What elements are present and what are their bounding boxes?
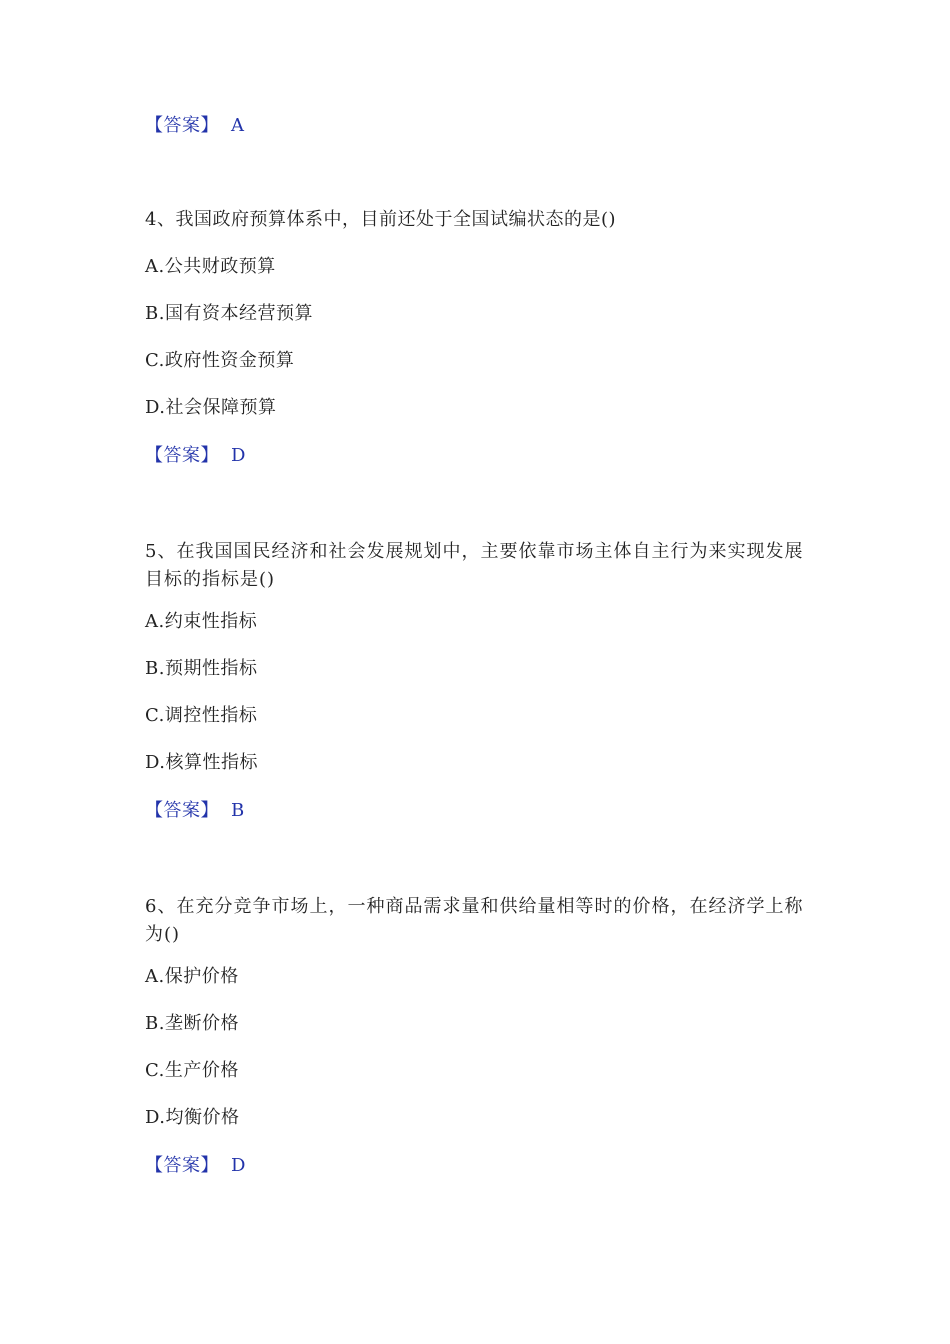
q5-option-a: A.约束性指标 bbox=[145, 611, 258, 632]
question-5-text: 5、在我国国民经济和社会发展规划中，主要依靠市场主体自主行为来实现发展目标的指标是() bbox=[145, 541, 804, 590]
question-6-text: 6、在充分竞争市场上，一种商品需求量和供给量相等时的价格，在经济学上称为() bbox=[145, 896, 804, 945]
answer-label: 【答案】 bbox=[145, 1155, 219, 1176]
q5-option-d: D.核算性指标 bbox=[145, 752, 259, 773]
q5-answer-line bbox=[145, 799, 245, 823]
q5-option-c: C.调控性指标 bbox=[145, 705, 258, 726]
answer-label: 【答案】 bbox=[145, 445, 219, 466]
q4-option-c: C.政府性资金预算 bbox=[145, 350, 295, 371]
question-4-text: 4、我国政府预算体系中，目前还处于全国试编状态的是() bbox=[145, 209, 616, 230]
q6-option-a: A.保护价格 bbox=[145, 966, 239, 987]
q5-option-b: B.预期性指标 bbox=[145, 658, 258, 679]
answer-line-prev bbox=[145, 114, 245, 138]
answer-value: B bbox=[231, 800, 245, 821]
q4-option-a: A.公共财政预算 bbox=[145, 256, 276, 277]
q4-answer-line bbox=[145, 444, 246, 468]
q6-answer-line bbox=[145, 1154, 246, 1178]
answer-label: 【答案】 bbox=[145, 800, 219, 821]
q6-option-b: B.垄断价格 bbox=[145, 1013, 239, 1034]
answer-value: D bbox=[231, 1155, 246, 1176]
q4-option-b: B.国有资本经营预算 bbox=[145, 303, 313, 324]
answer-value: D bbox=[231, 445, 246, 466]
answer-value: A bbox=[231, 115, 245, 136]
q6-option-c: C.生产价格 bbox=[145, 1060, 239, 1081]
q6-option-d: D.均衡价格 bbox=[145, 1107, 240, 1128]
answer-label: 【答案】 bbox=[145, 115, 219, 136]
q4-option-d: D.社会保障预算 bbox=[145, 397, 277, 418]
